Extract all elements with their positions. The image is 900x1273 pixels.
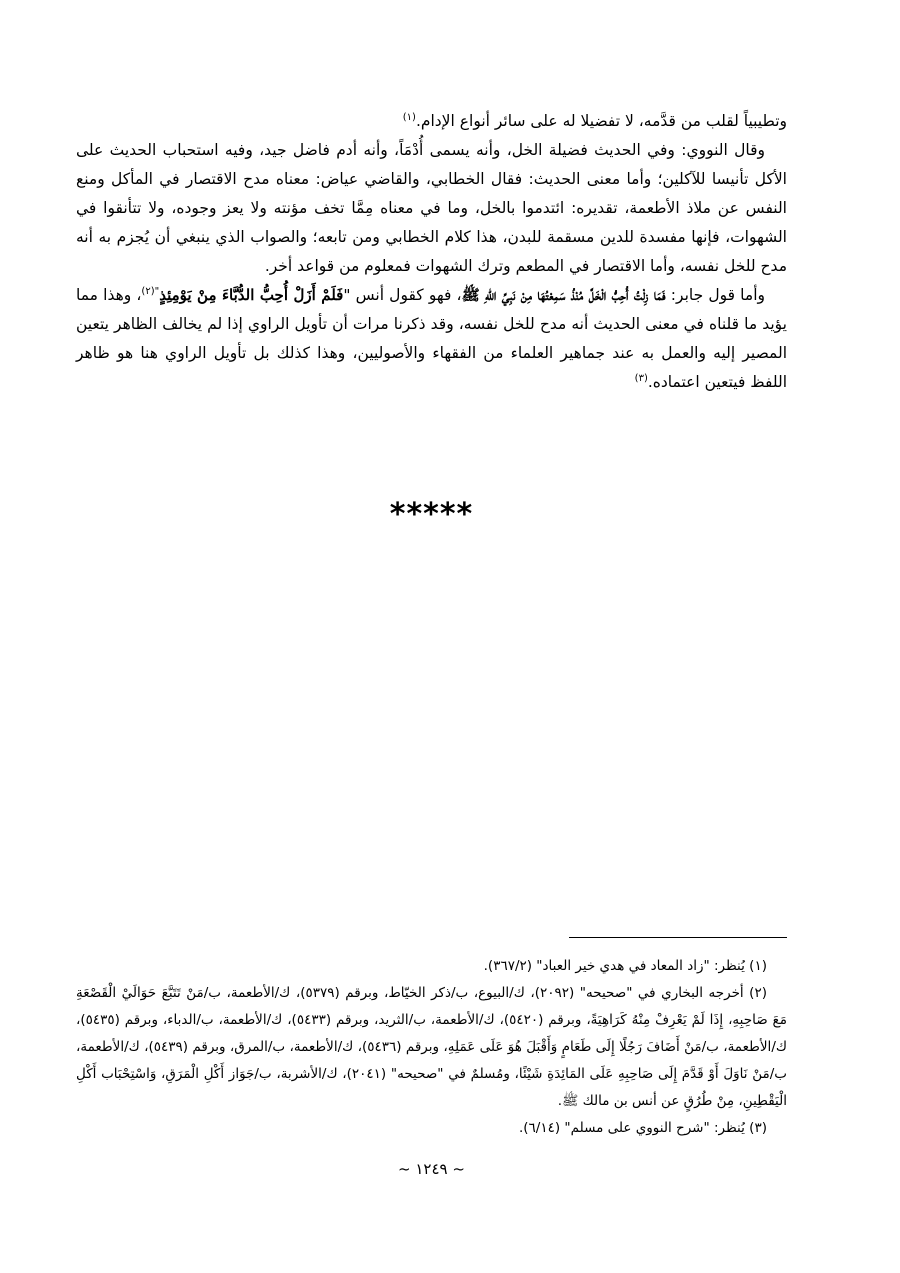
footnote-3: (٣) يُنظر: "شرح النووي على مسلم" (٦/١٤). — [518, 1120, 767, 1136]
paragraph-1-text: وتطيبياً لقلب من قدَّمه، لا تفضيلا له على سائر أنواع الإدام. — [415, 112, 787, 130]
page-number: ~ ١٢٤٩ ~ — [398, 1160, 465, 1178]
main-text — [76, 107, 787, 397]
paragraph-3 — [76, 281, 787, 397]
paragraph-1 — [76, 107, 787, 136]
footnote-ref-3: (٣) — [634, 372, 648, 384]
footnotes — [76, 953, 787, 1142]
footnote-ref-2: "(٢) — [141, 285, 160, 297]
paragraph-3-intro: وأما قول جابر: — [665, 286, 766, 304]
hadith-quote-anas: فَلَمْ أَزَلْ أُحِبُّ الدُّبَّاءَ مِنْ يَوْمِئِذٍ — [159, 286, 344, 304]
hadith-quote-jabir: فَمَا زِلْتُ أُحِبُّ الْخَلَّ مُنْذُ سَمِعْتُهَا مِنْ نَبِيِّ اللهِ ﷺ — [461, 286, 666, 304]
footnote-2: (٢) أخرجه البخاري في "صحيحه" (٢٠٩٢)، ك/البيوع، ب/ذكر الخيّاط، وبرقم (٥٣٧٩)، ك/الأطعمة، ب/مَنْ تَتَبَّعَ حَوَالَيْ الْقَصْعَةِ مَعَ صَاحِبِهِ، إِذَا لَمْ يَعْرِفْ مِنْهُ كَرَاهِيَةً، وبرقم (٥٤٢٠)، ك/الأطعمة، ب/الثريد، وبرقم (٥٤٣٣)، ك/الأطعمة، ب/الدباء، وبرقم (٥٤٣٥)، ك/الأطعمة، ب/مَنْ أَضَافَ رَجُلًا إِلَى طَعَامٍ وَأَقْبَلَ هُوَ عَلَى عَمَلِهِ، وبرقم (٥٤٣٦)، ك/الأطعمة، ب/المرق، وبرقم (٥٤٣٩)، ك/الأطعمة، ب/مَنْ نَاوَلَ أَوْ قَدَّمَ إِلَى صَاحِبِهِ عَلَى المَائِدَةِ شَيْئًا، ومُسلمٌ في "صحيحه" (٢٠٤١)، ك/الأشربة، ب/جَوَاز أَكْلِ الْمَرَقِ، وَاسْتِحْبَاب أَكْلِ الْيَقْطِينِ، مِنْ طُرُقٍ عن أنس بن مالك ﷺ. — [76, 985, 787, 1109]
footnote-ref-1: (١) — [402, 111, 416, 123]
paragraph-3-mid: ، فهو كقول أنس " — [343, 286, 462, 304]
page — [76, 0, 787, 1273]
footnote-divider — [569, 937, 787, 938]
paragraph-3-rest: ، وهذا مما يؤيد ما قلناه في معنى الحديث أنه مدح للخل نفسه، وقد ذكرنا مرات أن تأويل الراوي إذا لم يخالف الظاهر يتعين المصير إليه والعمل به عند جماهير العلماء من الفقهاء والأصوليين، وهذا كذلك بل تأويل الراوي هنا هو ظاهر اللفظ فيتعين اعتماده. — [76, 286, 787, 391]
footnote-1: (١) يُنظر: "زاد المعاد في هدي خير العباد" (٣٦٧/٢). — [483, 958, 767, 974]
section-separator: ***** — [389, 497, 474, 532]
paragraph-2: وقال النووي: وفي الحديث فضيلة الخل، وأنه يسمى أُدْمَاً، وأنه أدم فاضل جيد، وفيه استحباب الحديث على الأكل تأنيسا للآكلين؛ وأما معنى الحديث: فقال الخطابي، والقاضي عياض: معناه مدح الاقتصار في المأكل ومنع النفس عن ملاذ الأطعمة، تقديره: ائتدموا بالخل، وما في معناه مِمَّا تخف مؤنته ولا يعز وجوده، ولا تتأنقوا في الشهوات، فإنها مفسدة للدين مسقمة للبدن، هذا كلام الخطابي ومن تابعه؛ والصواب الذي ينبغي أن يُجزم به أنه مدح للخل نفسه، وأما الاقتصار في المطعم وترك الشهوات فمعلوم من قواعد أخر. — [76, 141, 787, 275]
